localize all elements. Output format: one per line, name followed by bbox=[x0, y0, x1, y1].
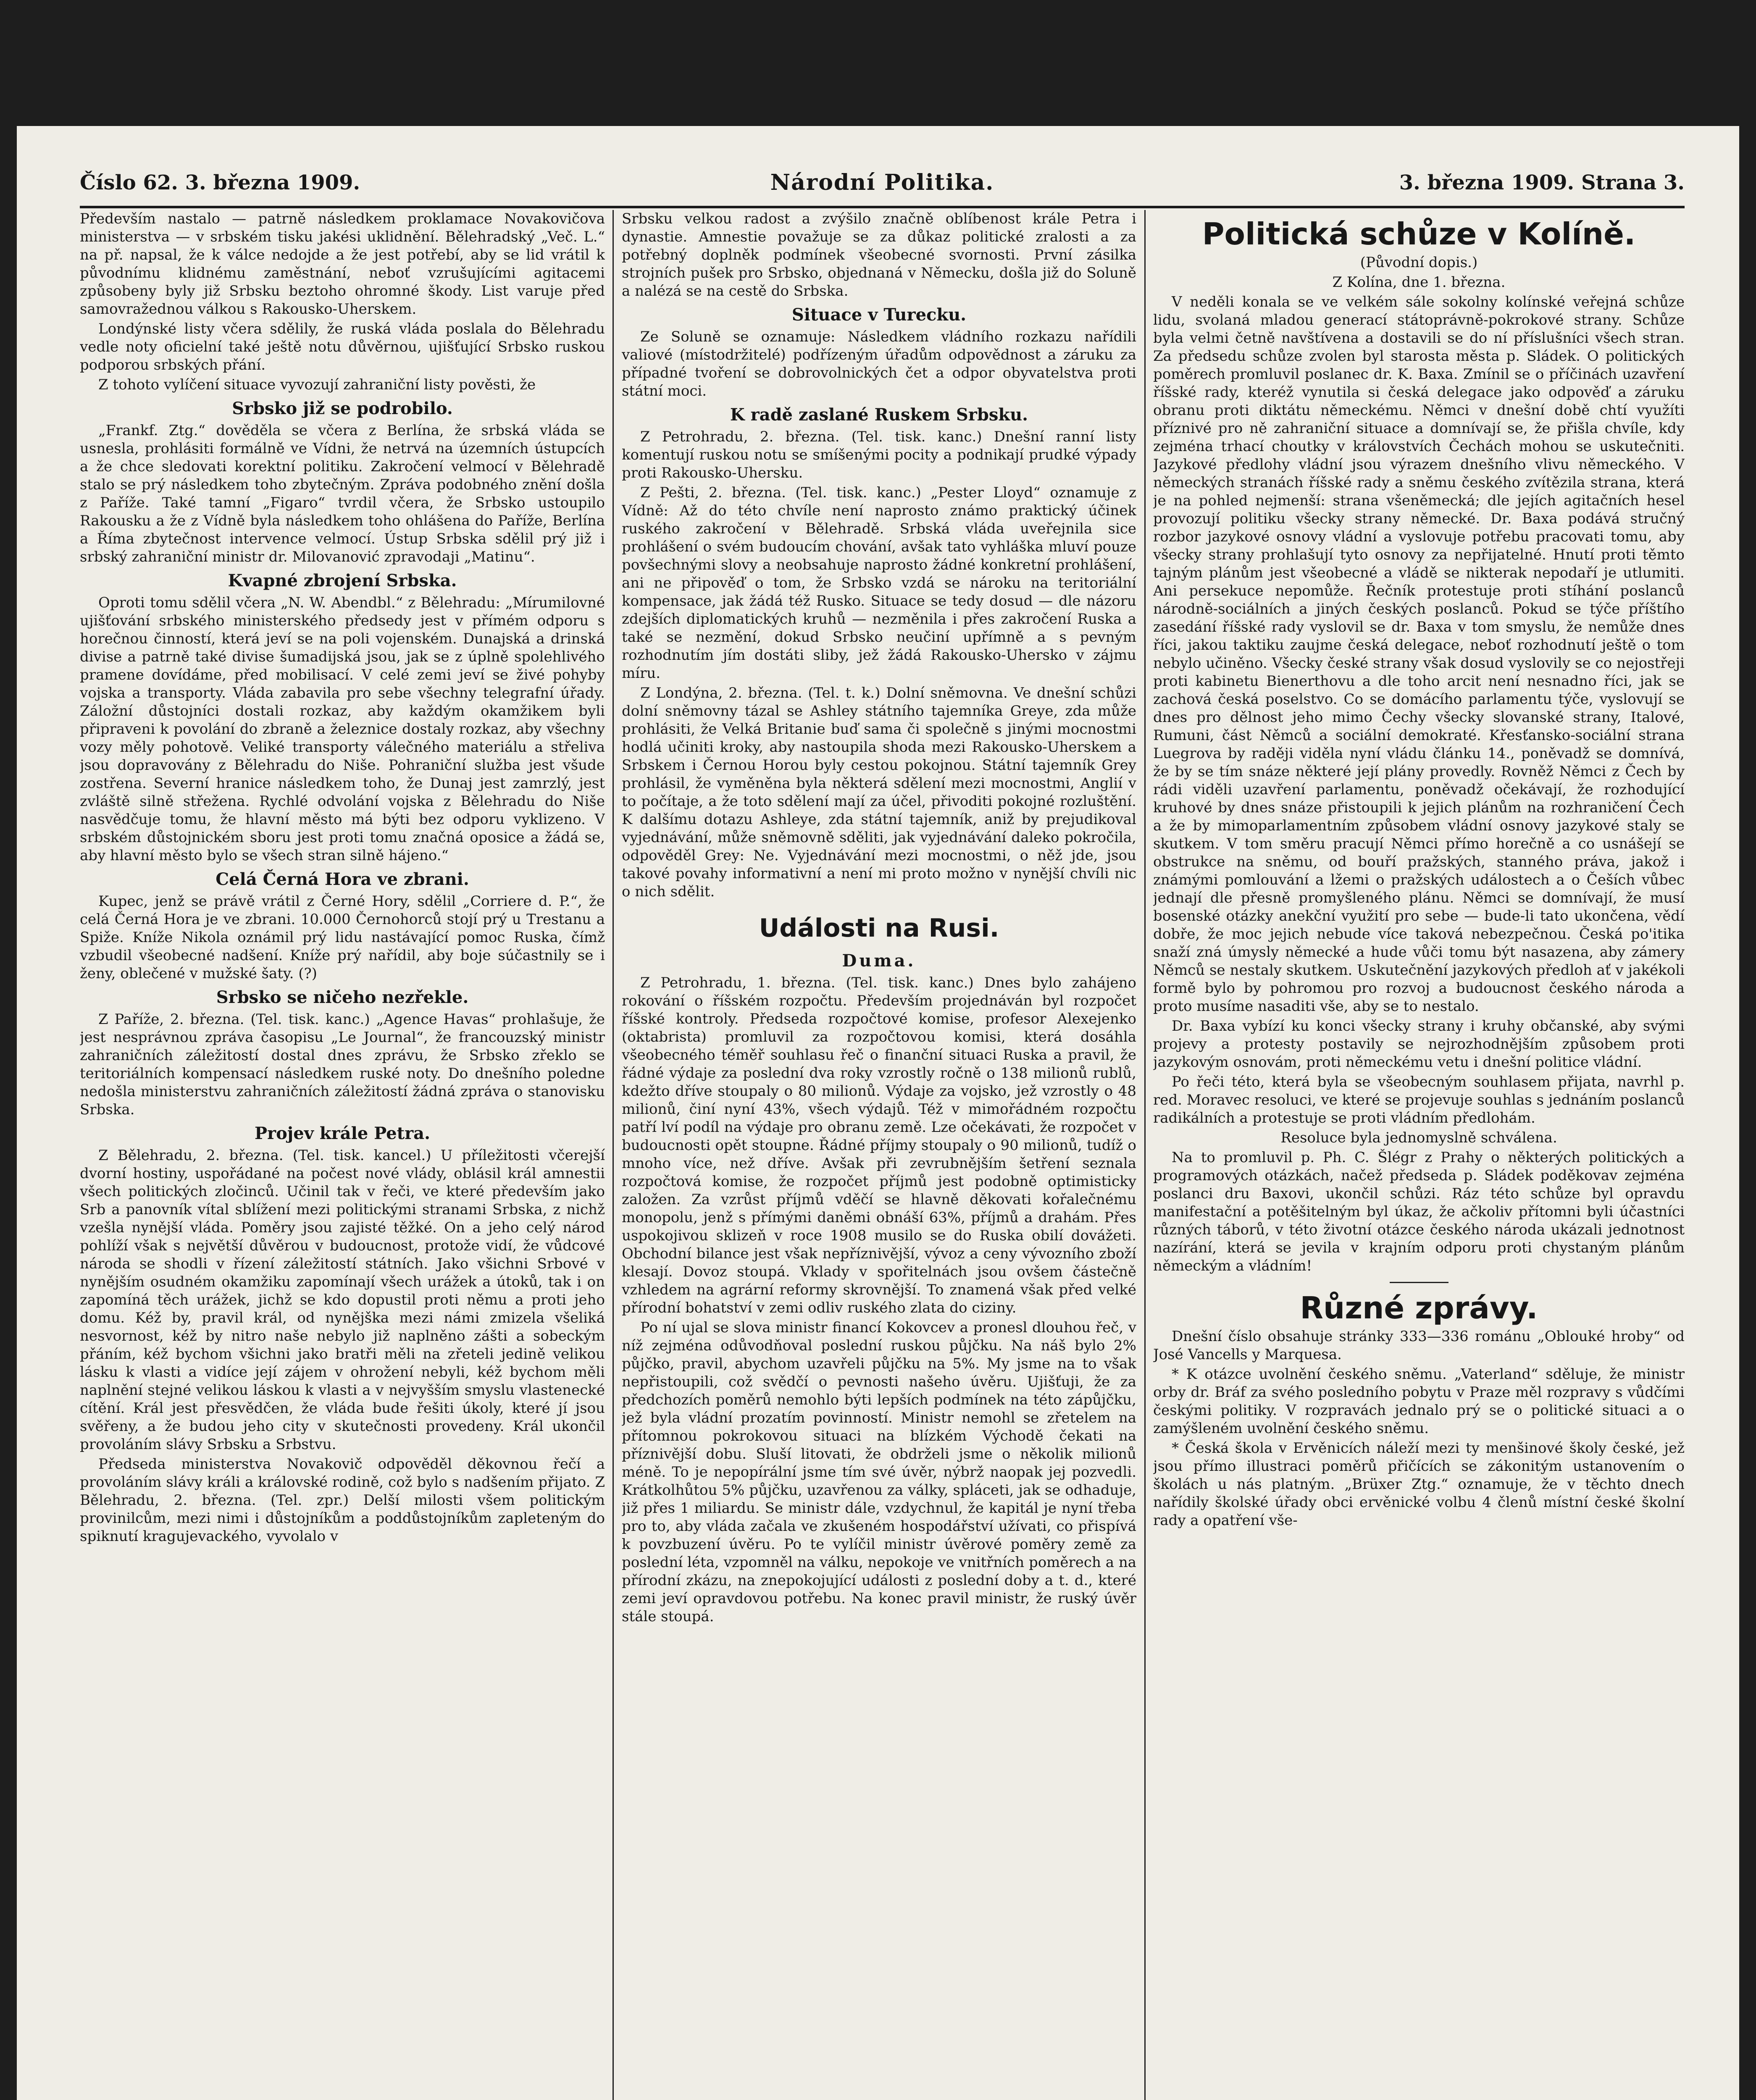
article-dateline: Z Kolína, dne 1. března. bbox=[1332, 274, 1506, 291]
section-divider bbox=[1390, 1282, 1448, 1283]
article-title: Politická schůze v Kolíně. bbox=[1202, 216, 1636, 252]
section-heading: Kvapné zbrojení Srbska. bbox=[228, 571, 457, 591]
article-title: Události na Rusi. bbox=[759, 914, 999, 943]
section-heading: Duma. bbox=[842, 951, 916, 971]
article-paragraph: Z tohoto vylíčení situace vyvozují zahraniční listy pověsti, že bbox=[98, 376, 536, 393]
article-paragraph: Resoluce byla jednomyslně schválena. bbox=[1280, 1129, 1557, 1146]
article-subtitle: (Původní dopis.) bbox=[1360, 254, 1478, 271]
article-paragraph: „Frankf. Ztg.“ dověděla se včera z Berlína, že srbská vláda se usnesla, prohlásiti formálně ve Vídni, že netrvá na územních ústupcích a že chce sledovati korektní politiku. Zakročení velmocí v Bělehradě stalo se prý následkem toho zbytečným. Zpráva podobného znění došla z Paříže. Také tamní „Figaro“ tvrdil včera, že Srbsko ustoupilo Rakousku a že z Vídně byla následkem toho ohlášena do Paříže, Berlína a Říma zbytečnost intervence velmocí. Ústup Srbska sdělil prý již i srbský zahraniční ministr dr. Milovanović zpravodaji „Matinu“. bbox=[80, 422, 605, 565]
newspaper-title: Národní Politika. bbox=[770, 170, 994, 195]
article-paragraph: Kupec, jenž se právě vrátil z Černé Hory, sdělil „Corriere d. P.“, že celá Černá Hora je ve zbrani. 10.000 Černohorců stojí prý u Trestanu a Spiže. Kníže Nikola oznámil prý lidu nastávající pomoc Ruska, čímž vzbudil všeobecné nadšení. Kníže prý nařídil, aby boje súčastnily se i ženy, oblečené v mužské šaty. (?) bbox=[80, 893, 605, 982]
column-1 bbox=[80, 210, 605, 2100]
article-paragraph: Z Pešti, 2. března. (Tel. tisk. kanc.) „Pester Lloyd“ oznamuje z Vídně: Až do této chvíle není naprosto známo praktický účinek ruského zakročení v Bělehradě. Srbská vláda uveřejnila sice prohlášení o svém budoucím chování, avšak tato vyhláška mluví pouze povšechnými slovy a neobsahuje naprosto žádné konkretní prohlášení, ani ne připověď o tom, že Srbsko vzdá se nároku na teritoriální kompensace, jak žádá též Rusko. Situace se tedy dosud — dle názoru zdejších diplomatických kruhů — nezměnila i přes zakročení Ruska a také se nezmění, dokud Srbsko neučiní upřímně a s pevným rozhodnutím jím dostáti sliby, jež žádá Rakousko-Uhersko v zájmu míru. bbox=[622, 484, 1136, 682]
column-divider bbox=[612, 210, 614, 2100]
article-paragraph: Z Bělehradu, 2. března. (Tel. tisk. kancel.) U příležitosti včerejší dvorní hostiny, uspořádané na počest nové vlády, oblásil král amnestii všech politických zločinců. Učinil tak v řeči, ve které především jako Srb a panovník vítal sblížení mezi politickými stranami Srbska, z nichž vzešla nynější vláda. Poměry jsou zajisté těžké. On a jeho celý národ pohlíží však s největší důvěrou v budoucnost, protože vidí, že vůdcové národa se shodli v řízení záležitostí státních. Jako všichni Srbové v nynějším osudném okamžiku zapomínají všech urážek a útoků, tak i on zapomíná těch urážek, jichž se kdo dopustil proti němu a proti jeho domu. Kéž by, pravil král, od nynějška mezi námi zmizela všeliká nesvornost, kéž by nitro naše nebylo již naplněno zášti a sobeckým přáním, kéž bychom všichni jako bratři měli na zřeteli jedině velikou lásku k vlasti a vidíce její zájem v ohrožení nebyli, kéž bychom měli naplnění stejné velikou láskou k vlasti a v nejvyšším smyslu vlastenecké cítění. Král jest přesvědčen, že vláda bude řešiti úkoly, které jí jsou svěřeny, a že budou jeho city v skutečnosti provedeny. Král ukončil provoláním slávy Srbsku a Srbstvu. bbox=[80, 1147, 605, 1453]
article-paragraph: Dnešní číslo obsahuje stránky 333—336 románu „Oblouké hroby“ od José Vancells y Marquesa. bbox=[1153, 1328, 1685, 1363]
article-paragraph: Po řeči této, která byla se všeobecným souhlasem přijata, navrhl p. red. Moravec resoluci, ve které se projevuje souhlas s jednáním poslanců radikálních a protestuje se proti vládním předlohám. bbox=[1153, 1074, 1685, 1126]
article-paragraph: Ze Soluně se oznamuje: Následkem vládního rozkazu nařídili valiové (místodržitelé) podřízeným úřadům odpovědnost a záruku za případné tvoření se dobrovolnických čet a odpor obyvatelstva proti státní moci. bbox=[622, 328, 1136, 399]
article-paragraph: Dr. Baxa vybízí ku konci všecky strany i kruhy občanské, aby svými projevy a protesty postavily se nejrozhodnějším způsobem proti jazykovým osnovám, proti německému vetu i dnešní politice vládní. bbox=[1153, 1018, 1685, 1071]
article-paragraph: Z Petrohradu, 2. března. (Tel. tisk. kanc.) Dnešní ranní listy komentují ruskou notu se smíšenými pocity a podnikají prudké výpady proti Rakousko-Uhersku. bbox=[622, 428, 1136, 481]
article-paragraph: Na to promluvil p. Ph. C. Šlégr z Prahy o některých politických a programových otázkách, načež předseda p. Sládek poděkovav zejména poslanci dru Baxovi, ukončil schůzi. Ráz této schůze byl opravdu manifestační a potěšitelným byl úkaz, že ačkoliv přítomni byli účastníci různých táborů, v této životní otázce českého národa ukázali jednotnost nazírání, která se jevila v krajním odporu proti chystaným plánům německým a vládním! bbox=[1153, 1149, 1685, 1274]
article-paragraph: Londýnské listy včera sdělily, že ruská vláda poslala do Bělehradu vedle noty oficielní také ještě notu důvěrnou, ujišťující Srbsko ruskou podporou srbských přání. bbox=[80, 320, 605, 373]
article-paragraph: Z Paříže, 2. března. (Tel. tisk. kanc.) „Agence Havas“ prohlašuje, že jest nesprávnou zpráva časopisu „Le Journal“, že francouzský ministr zahraničních záležitostí dostal dnes zprávu, že Srbsko zřeklo se teritoriálních kompensací následkem ruské noty. Do dnešního poledne nedošla ministerstvu zahraničních záležitostí žádná zpráva o stanovisku Srbska. bbox=[80, 1011, 605, 1118]
article-paragraph: Oproti tomu sdělil včera „N. W. Abendbl.“ z Bělehradu: „Mírumilovné ujišťování srbského ministerského předsedy jest v přímém odporu s horečnou činností, která jeví se na poli vojenském. Dunajská a drinská divise a patrně také divise šumadijská jsou, jak se z úplně spolehlivého pramene dovídáme, před mobilisací. V celé zemi jeví se živé pohyby vojska a transporty. Vláda zabavila pro sebe všechny telegrafní úřady. Záložní důstojníci dostali rozkaz, aby každým okamžikem byli připraveni k povolání do zbraně a železnice dostaly rozkaz, aby všechny vozy měly pohotově. Veliké transporty válečného materiálu a střeliva jsou dopravovány z Bělehradu do Niše. Pohraniční služba jest všude zostřena. Severní hranice následkem toho, že Dunaj jest zamrzlý, jest zvláště silně střežena. Rychlé odvolání vojska z Bělehradu do Niše nasvědčuje tomu, že hlavní město má býti bez odporu vyklizeno. V srbském důstojnickém sboru jest proti tomu značná oposice a žádá se, aby hlavní město bylo se všech stran silně hájeno.“ bbox=[80, 594, 605, 864]
header-rule bbox=[80, 206, 1685, 208]
newspaper-page bbox=[17, 126, 1739, 2100]
section-heading: Situace v Turecku. bbox=[791, 305, 967, 325]
article-paragraph: Především nastalo — patrně následkem proklamace Novakovičova ministerstva — v srbském tisku jakési uklidnění. Bělehradský „Več. L.“ na př. napsal, že k válce nedojde a že jest potřebí, aby se lid vrátil k původnímu klidnému zaměstnání, neboť vzrušujícími agitacemi způsobeny byly již Srbsku beztoho ohromné škody. List varuje před samovražednou válkou s Rakousko-Uherskem. bbox=[80, 210, 605, 318]
article-paragraph: Z Londýna, 2. března. (Tel. t. k.) Dolní sněmovna. Ve dnešní schůzi dolní sněmovny tázal se Ashley státního tajemníka Greye, zda může prohlásiti, že Velká Britanie buď sama či společně s jinými mocnostmi hodlá učiniti kroky, aby nastoupila shoda mezi Rakousko-Uherskem a Srbskem i Černou Horou byly cestou pokojnou. Státní tajemník Grey prohlásil, že vyměněna byla některá sdělení mezi mocnostmi, Anglií v to počítaje, a že toto sdělení mají za účel, přivoditi pokojné rozluštění. K dalšímu dotazu Ashleye, zda státní tajemník, aniž by prejudikoval vyjednávání, může sněmovně sděliti, jak vyjednávání daleko pokročila, odpověděl Grey: Ne. Vyjednávání mezi mocnostmi, o něž jde, jsou takové povahy informativní a není mi proto možno v nynější chvíli nic o nich sdělit. bbox=[622, 685, 1136, 900]
article-paragraph: Po ní ujal se slova ministr financí Kokovcev a pronesl dlouhou řeč, v níž zejména odůvodňoval poslední ruskou půjčku. Na náš bylo 2% půjčko, pravil, abychom uzavřeli půjčku na 5%. My jsme na to však nepřistoupili, což svědčí o pevnosti našeho úvěru. Ujišťuji, že za předchozích poměrů nemohlo býti lepších podmínek na této zápůjčku, jež byla vládní prozatím povinností. Ministr nemohl se zřetelem na přítomnou pokrokovou situaci na blízkém Východě čekati na příznivější dobu. Sluší litovati, že obdrželi jsme o několik milionů méně. To je nepopírální jsme tím své úvěr, nýbrž naopak jej pozvedli. Krátkolhůtou 5% půjčku, uzavřenou za války, spláceti, jak se odhaduje, již přes 1 miliardu. Se ministr dále, vzdychnul, že kapitál je nyní třeba pro to, aby vláda začala ve zkušeném hospodářství užívati, co přispívá k povzbuzení úvěru. Po te vylíčil ministr úvěrové poměry země za poslední léta, vzpomněl na válku, nepokoje ve vnitřních poměrech a na přírodní zkázu, na znepokojující události z poslední doby a t. d., které zemi jeví opravdovou potřebu. Na konec pravil ministr, že ruský úvěr stále stoupá. bbox=[622, 1319, 1136, 1625]
article-paragraph: V neděli konala se ve velkém sále sokolny kolínské veřejná schůze lidu, svolaná mladou generací státoprávně-pokrokové strany. Schůze byla velmi četně navštívena a dostavili se do ní příslušníci všech stran. Za předsedu schůze zvolen byl starosta města p. Sládek. O politických poměrech promluvil poslanec dr. K. Baxa. Zmínil se o příčinách uzavření říšské rady, kteréž vynutila si česká delegace jako odpověď a záruku obranu proti diktátu německému. Němci v dnešní době chtí využíti příznivé pro ně zahraniční situace a domnívají se, že přišla chvíle, kdy zejména trhací choutky v královstvích Čechách mohou se uskutečniti. Jazykové předlohy vládní jsou výrazem dnešního vlivu německého. V německých stranách říšské rady a sněmu českého zvítězila strana, která je na pohled nejmenší: strana všeněmecká; dle jejích agitačních hesel provozují politiku všecky strany německé. Dr. Baxa podává stručný rozbor jazykové osnovy vládní a vyslovuje potřebu pracovati tomu, aby všecky strany prohlašují tyto osnovy za nepřijatelné. Hnutí proti těmto tajným plánům jest všeobecné a vládě se nikterak nepodaří je utlumiti. Ani persekuce nepomůže. Řečník protestuje proti stíhání poslanců národně-sociálních a jiných českých poslanců. Pokud se týče příštího zasedání říšské rady vyslovil se dr. Baxa v tom smyslu, že nemůže dnes říci, jakou taktiku zaujme česká delegace, neboť rozhodnutí ještě o tom nebylo učiněno. Všecky české strany však dosud vyslovily se co nejostřeji proti kabinetu Bienerthovu a dle toho arcit není nesnadno říci, jak se zachová česká poselstvo. Co se domácího parlamentu týče, vyslovují se dnes pro dělnost jeho mimo Čechy všecky slovanské strany, Italové, Rumuni, část Němců a sociální demokraté. Křesťansko-sociální strana Luegrova by raději viděla nyní vládu článku 14., poněvadž se domnívá, že by se tím snáze některé její plány provedly. Rovněž Němci z Čech by rádi viděli uzavření parlamentu, poněvadž očekávají, že rozhodující kruhové by dnes snáze přistoupili k jejich plánům na rozhraničení Čech a že by mimoparlamentním způsobem vládní osnovy jazykové staly se skutkem. V tom směru pracují Němci přímo horečně a co usnášejí se obstrukce na sněmu, od bouří pražských, stanného práva, jakož i známými pomlouvání a lžemi o pražských událostech a o Češích vůbec jednají dle přesně promyšleného plánu. Němci se domnívají, že musí bosenské otázky anekční využití pro sebe — bude-li tato ukončena, vědí dobře, že moc jejich nebude více taková nebezpečnou. Česká po'itika snaží zná úmysly německé a hude vůči tomu být nasazena, aby zámery Němců se nestaly skutkem. Uskutečnění jazykových předloh ať v jakékoli formě bylo by pohromou pro rozvoj a budoucnost českého národa a proto musíme nasaditi vše, aby se to nestalo. bbox=[1153, 294, 1685, 1015]
article-title: Různé zprávy. bbox=[1300, 1290, 1538, 1326]
article-paragraph: * Česká škola v Ervěnicích náleží mezi ty menšinové školy české, jež jsou přímo illustraci poměrů přičících se zákonitým ustanovením o školách u nás platným. „Brüxer Ztg.“ oznamuje, že v těchto dnech nařídily školské úřady obci ervěnické volbu 4 členů místní české školní rady a opatření vše- bbox=[1153, 1440, 1685, 1529]
article-paragraph: Srbsku velkou radost a zvýšilo značně oblíbenost krále Petra i dynastie. Amnestie považuje se za důkaz politické zralosti a za potřebný doplněk podmínek všeobecné svornosti. První zásilka strojních pušek pro Srbsko, objednaná v Německu, došla již do Soluně a nalézá se na cestě do Srbska. bbox=[622, 210, 1136, 299]
article-paragraph: * K otázce uvolnění českého sněmu. „Vaterland“ sděluje, že ministr orby dr. Bráf za svého posledního pobytu v Praze měl rozpravy s vůdčími českými politiky. V rozpravách jednalo prý se o politické situaci a o zamýšleném uvolnění českého sněmu. bbox=[1153, 1366, 1685, 1437]
column-2 bbox=[622, 210, 1136, 2100]
section-heading: Celá Černá Hora ve zbrani. bbox=[216, 869, 469, 889]
section-heading: Srbsko se ničeho nezřekle. bbox=[216, 987, 469, 1007]
section-heading: Projev krále Petra. bbox=[254, 1124, 431, 1143]
page-header bbox=[80, 164, 1685, 202]
section-heading: Srbsko již se podrobilo. bbox=[232, 399, 453, 418]
article-paragraph: Z Petrohradu, 1. března. (Tel. tisk. kanc.) Dnes bylo zahájeno rokování o říšském rozpočtu. Především projednáván byl rozpočet říšské kontroly. Předseda rozpočtové komise, profesor Alexejenko (oktabrista) promluvil za rozpočtovou komisi, která dosáhla všeobecného téměř souhlasu řeč o finanční situaci Ruska a pravil, že řádné výdaje za poslední dva roky vzrostly ročně o 138 milionů rublů, kdežto dříve stoupaly o 80 milionů. Výdaje za vojsko, jež vzrostly o 48 milionů, činí nyní 43%, všech výdajů. Též v mimořádném rozpočtu patří lví podíl na výdaje pro obranu země. Lze očekávati, že rozpočet v budoucnosti opět stoupne. Řádné příjmy stoupaly o 90 milionů, tudíž o mnoho více, než dříve. Avšak při zevrubnějším šetření seznala rozpočtová komise, že rozpočet příjmů jest podobně optimisticky založen. Za vzrůst příjmů vděčí se hlavně děkovati kořalečnému monopolu, jenž s přímými daněmi obnáší 63%, příjmů a drahám. Přes uspokojivou sklizeň v roce 1908 musilo se do Ruska obilí dovážeti. Obchodní bilance jest však nepříznivější, vývoz a ceny vývozního zboží klesají. Dovoz stoupá. Vklady v spořitelnách jsou ovšem částečně vzhledem na agrární reformy skrovnější. To znamená však před velké přírodní bohatství v zemi odliv ruského zlata do ciziny. bbox=[622, 974, 1136, 1316]
article-paragraph: Předseda ministerstva Novakovič odpověděl děkovnou řečí a provoláním slávy králi a královské rodině, což bylo s nadšením přijato. Z Bělehradu, 2. března. (Tel. zpr.) Delší milosti všem politickým provinilcům, mezi nimi i důstojníkům a poddůstojníkům zapleteným do spiknutí kragujevackého, vyvolalo v bbox=[80, 1456, 605, 1545]
section-heading: K radě zaslané Ruskem Srbsku. bbox=[730, 405, 1028, 425]
page-date-number: 3. března 1909. Strana 3. bbox=[1399, 171, 1685, 194]
column-divider bbox=[1144, 210, 1146, 2100]
issue-number: Číslo 62. 3. března 1909. bbox=[80, 171, 360, 194]
column-3 bbox=[1153, 210, 1685, 2100]
